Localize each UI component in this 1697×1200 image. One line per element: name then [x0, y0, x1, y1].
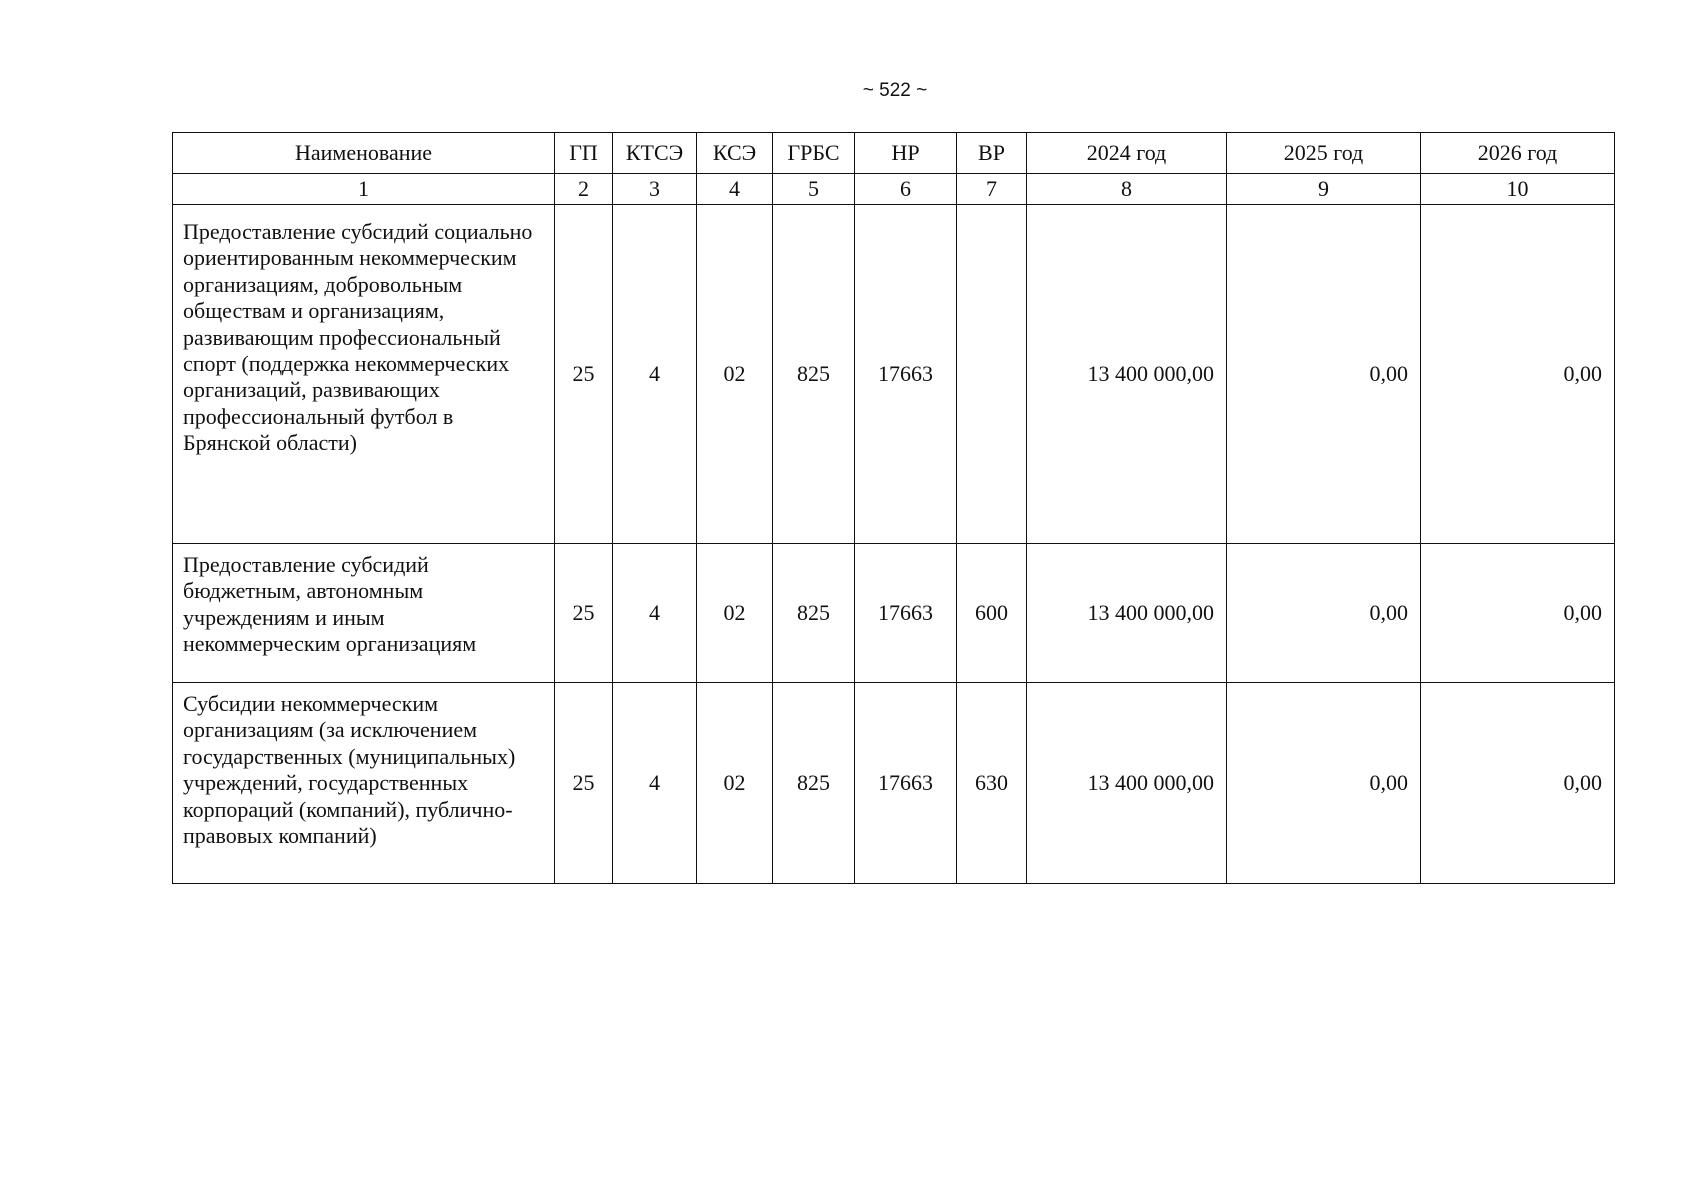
- row-ktse: 4: [613, 544, 697, 683]
- row-vr: [957, 205, 1027, 544]
- header-2024: 2024 год: [1027, 133, 1227, 174]
- row-grbs: 825: [773, 683, 855, 884]
- column-number: 1: [173, 174, 555, 205]
- column-number: 8: [1027, 174, 1227, 205]
- budget-table: [172, 132, 1615, 884]
- column-number: 6: [855, 174, 957, 205]
- header-row: [173, 133, 1615, 174]
- row-grbs: 825: [773, 205, 855, 544]
- row-amount-2024: 13 400 000,00: [1027, 205, 1227, 544]
- row-nr: 17663: [855, 205, 957, 544]
- row-amount-2025: 0,00: [1227, 683, 1421, 884]
- page-number: ~ 522 ~: [862, 80, 928, 101]
- row-ktse: 4: [613, 205, 697, 544]
- row-ktse: 4: [613, 683, 697, 884]
- row-name: Субсидии некоммерческим организациям (за исключением государственных (муниципальных) учреждений, государственных корпораций (компаний), публично-правовых компаний): [173, 683, 555, 884]
- row-vr: 630: [957, 683, 1027, 884]
- row-grbs: 825: [773, 544, 855, 683]
- header-name: Наименование: [173, 133, 555, 174]
- table-row: [173, 205, 1615, 544]
- row-name: Предоставление субсидий социально ориентированным некоммерческим организациям, добровольным обществам и организациям, развивающим профессиональный спорт (поддержка некоммерческих организаций, развивающих профессиональный футбол в Брянской области): [173, 205, 555, 544]
- header-kse: КСЭ: [697, 133, 773, 174]
- column-number: 10: [1421, 174, 1615, 205]
- row-gp: 25: [555, 683, 613, 884]
- header-nr: НР: [855, 133, 957, 174]
- row-nr: 17663: [855, 683, 957, 884]
- row-gp: 25: [555, 544, 613, 683]
- header-ktse: КТСЭ: [613, 133, 697, 174]
- row-amount-2024: 13 400 000,00: [1027, 683, 1227, 884]
- column-number-row: [173, 174, 1615, 205]
- row-vr: 600: [957, 544, 1027, 683]
- row-kse: 02: [697, 205, 773, 544]
- header-gp: ГП: [555, 133, 613, 174]
- column-number: 3: [613, 174, 697, 205]
- table-row: [173, 544, 1615, 683]
- row-gp: 25: [555, 205, 613, 544]
- column-number: 5: [773, 174, 855, 205]
- header-2025: 2025 год: [1227, 133, 1421, 174]
- column-number: 2: [555, 174, 613, 205]
- row-amount-2026: 0,00: [1421, 544, 1615, 683]
- row-name: Предоставление субсидий бюджетным, автономным учреждениям и иным некоммерческим организациям: [173, 544, 555, 683]
- column-number: 4: [697, 174, 773, 205]
- table-row: [173, 683, 1615, 884]
- header-2026: 2026 год: [1421, 133, 1615, 174]
- header-vr: ВР: [957, 133, 1027, 174]
- row-amount-2025: 0,00: [1227, 205, 1421, 544]
- row-amount-2026: 0,00: [1421, 205, 1615, 544]
- row-kse: 02: [697, 544, 773, 683]
- header-grbs: ГРБС: [773, 133, 855, 174]
- column-number: 7: [957, 174, 1027, 205]
- row-nr: 17663: [855, 544, 957, 683]
- row-kse: 02: [697, 683, 773, 884]
- row-amount-2024: 13 400 000,00: [1027, 544, 1227, 683]
- row-amount-2025: 0,00: [1227, 544, 1421, 683]
- column-number: 9: [1227, 174, 1421, 205]
- row-amount-2026: 0,00: [1421, 683, 1615, 884]
